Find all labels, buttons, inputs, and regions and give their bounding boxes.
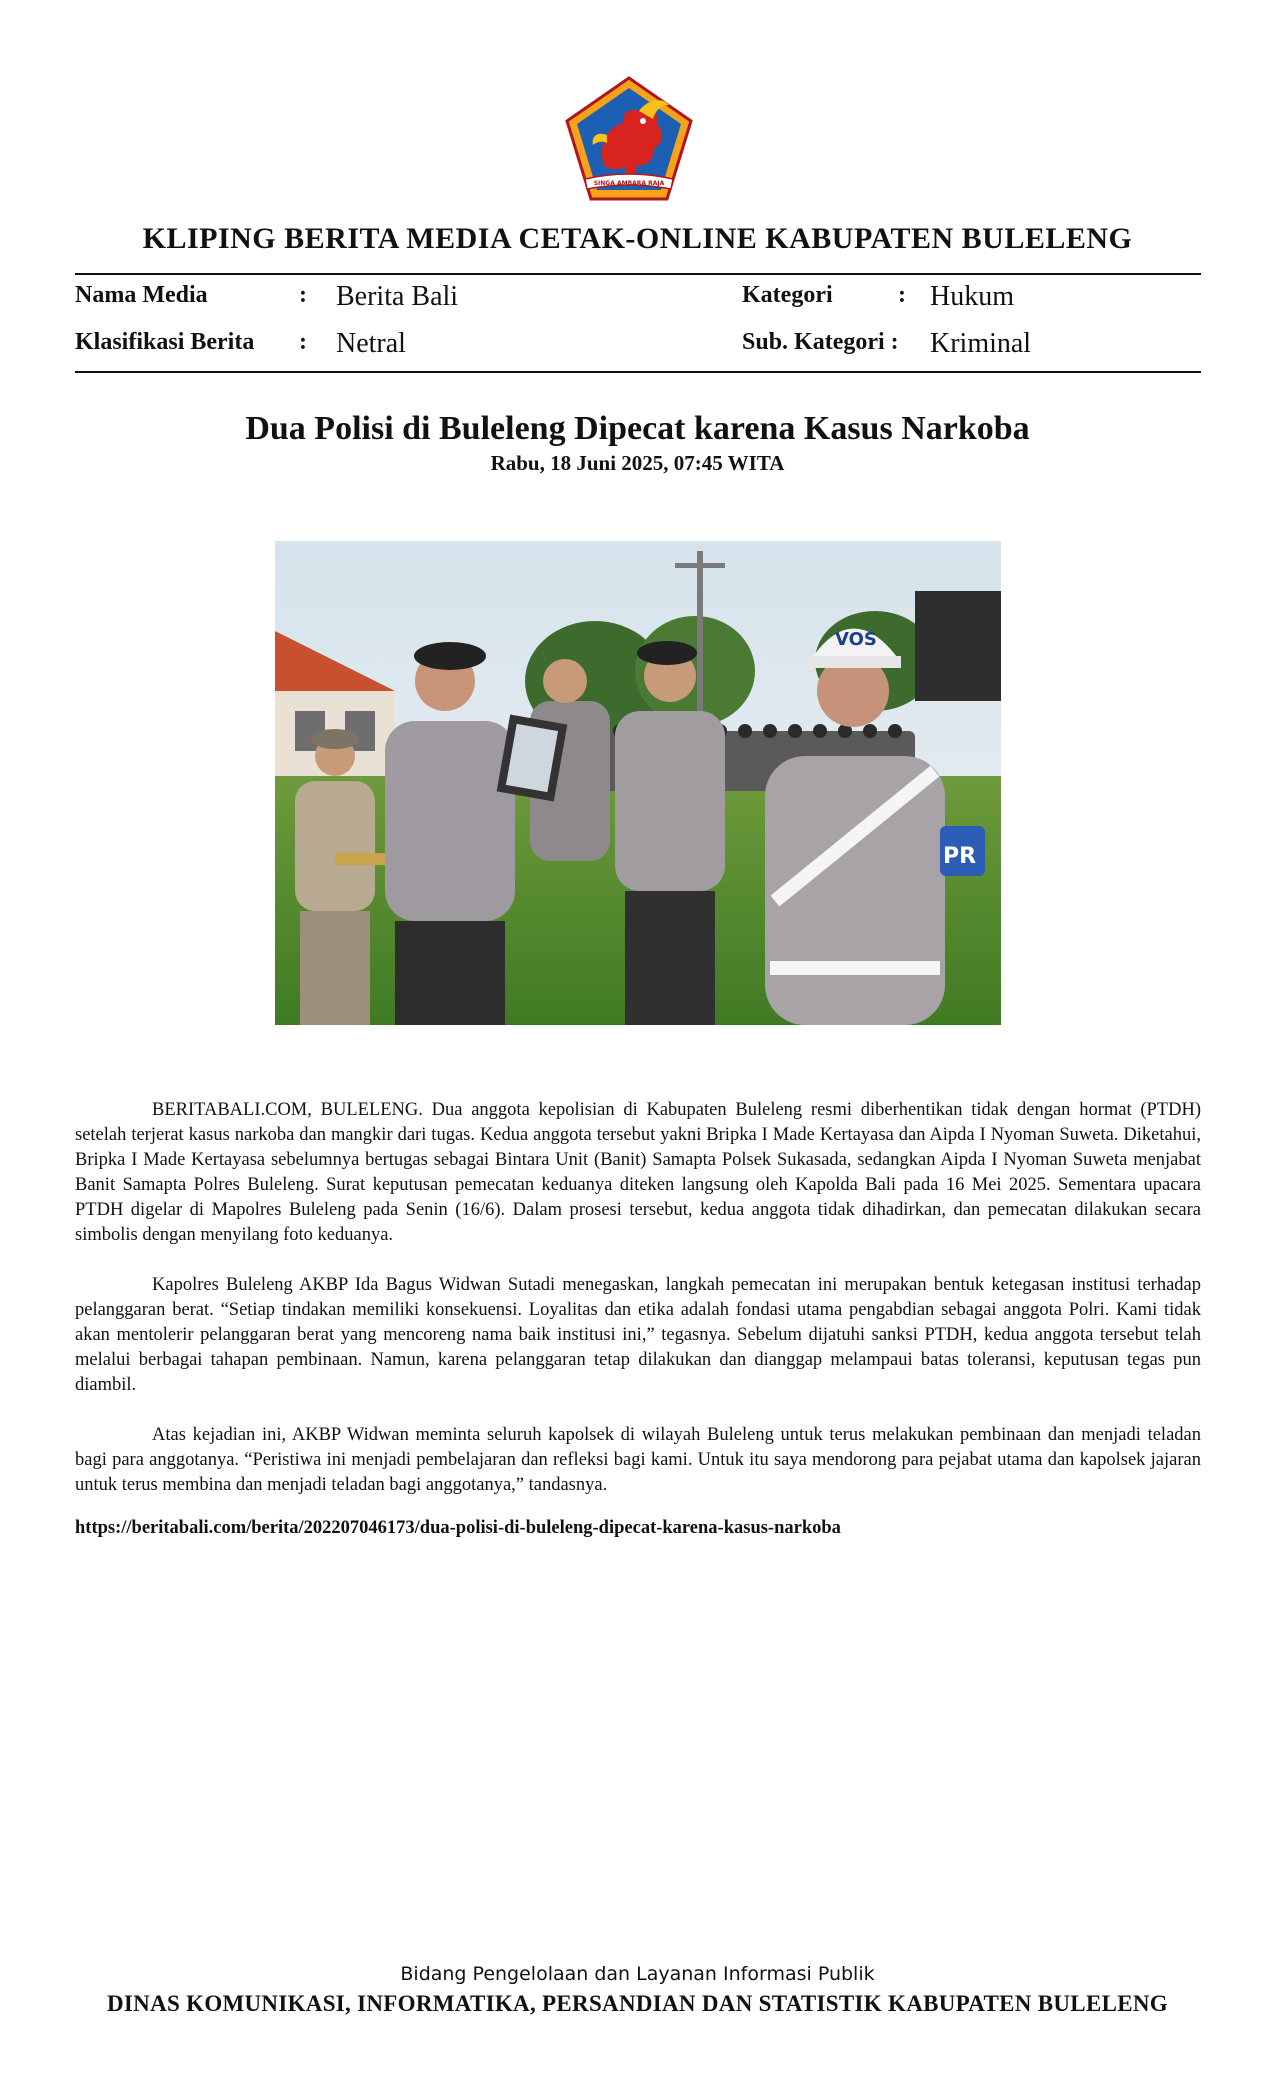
article-paragraph: BERITABALI.COM, BULELENG. Dua anggota kepolisian di Kabupaten Buleleng resmi diberhentikan tidak dengan hormat (PTDH) setelah terjerat kasus narkoba dan mangkir dari tugas. Kedua anggota tersebut yakni Bripka I Made Kertayasa dan Aipda I Nyoman Suweta. Diketahui, Bripka I Made Kertayasa sebelumnya bertugas sebagai Bintara Unit (Banit) Samapta Polsek Sukasada, sedangkan Aipda I Nyoman Suweta menjabat Banit Samapta Polres Buleleng. Surat keputusan pemecatan keduanya diteken langsung oleh Kapolda Bali pada 16 Mei 2025. Sementara upacara PTDH digelar di Mapolres Buleleng pada Senin (16/6). Dalam prosesi tersebut, kedua anggota tidak dihadirkan, dan pemecatan dilakukan secara simbolis dengan menyilang foto keduanya. [75, 1100, 1201, 1245]
klasifikasi-value: Netral [336, 328, 406, 359]
klasifikasi-colon: : [299, 329, 307, 355]
article-paragraph: Kapolres Buleleng AKBP Ida Bagus Widwan Sutadi menegaskan, langkah pemecatan ini merupakan bentuk ketegasan institusi terhadap pelanggaran berat. “Setiap tindakan memiliki konsekuensi. Loyalitas dan etika adalah fondasi utama pengabdian sebagai anggota Polri. Kami tidak akan mentolerir pelanggaran berat yang mencoreng nama baik institusi ini,” tegasnya. Sebelum dijatuhi sanksi PTDH, kedua anggota tersebut telah melalui berbagai tahapan pembinaan. Namun, karena pelanggaran tetap dilakukan dan dianggap melampaui batas toleransi, keputusan tegas pun diambil. [75, 1275, 1201, 1395]
klasifikasi-label: Klasifikasi Berita [75, 329, 255, 355]
bottom-divider [75, 371, 1201, 373]
media-label: Nama Media [75, 282, 208, 308]
article-paragraph: Atas kejadian ini, AKBP Widwan meminta seluruh kapolsek di wilayah Buleleng untuk terus melakukan pembinaan dan menjadi teladan bagi para anggotanya. “Peristiwa ini menjadi pembelajaran dan refleksi bagi kami. Untuk itu saya mendorong para pejabat utama dan kapolsek jajaran untuk terus membina dan menjadi teladan bagi anggotanya,” tandasnya. [75, 1425, 1201, 1495]
media-value: Berita Bali [336, 281, 459, 312]
subkategori-label: Sub. Kategori : [742, 329, 899, 355]
kategori-label: Kategori [742, 282, 833, 308]
article-headline: Dua Polisi di Buleleng Dipecat karena Kasus Narkoba [245, 410, 1030, 447]
logo-motto-text: SINGA AMBARA RAJA [593, 180, 665, 187]
media-colon: : [299, 282, 307, 308]
article-dateline: Rabu, 18 Juni 2025, 07:45 WITA [490, 451, 785, 475]
subkategori-value: Kriminal [930, 328, 1032, 359]
photo-badge-text: PR [943, 844, 977, 869]
buleleng-regency-logo [563, 75, 695, 202]
footer-agency: DINAS KOMUNIKASI, INFORMATIKA, PERSANDIAN DAN STATISTIK KABUPATEN BULELENG [107, 1991, 1168, 2016]
article-photo [275, 541, 1001, 1025]
kategori-value: Hukum [930, 281, 1014, 312]
page-title: KLIPING BERITA MEDIA CETAK-ONLINE KABUPATEN BULELENG [142, 222, 1133, 255]
photo-helmet-text: VOS [835, 629, 877, 650]
top-divider [75, 273, 1201, 275]
footer-division: Bidang Pengelolaan dan Layanan Informasi Publik [400, 1963, 875, 1985]
source-link[interactable]: https://beritabali.com/berita/202207046173/dua-polisi-di-buleleng-dipecat-karena-kasus-narkoba [75, 1518, 841, 1538]
kategori-colon: : [898, 282, 906, 308]
article-body [75, 1098, 1201, 1523]
